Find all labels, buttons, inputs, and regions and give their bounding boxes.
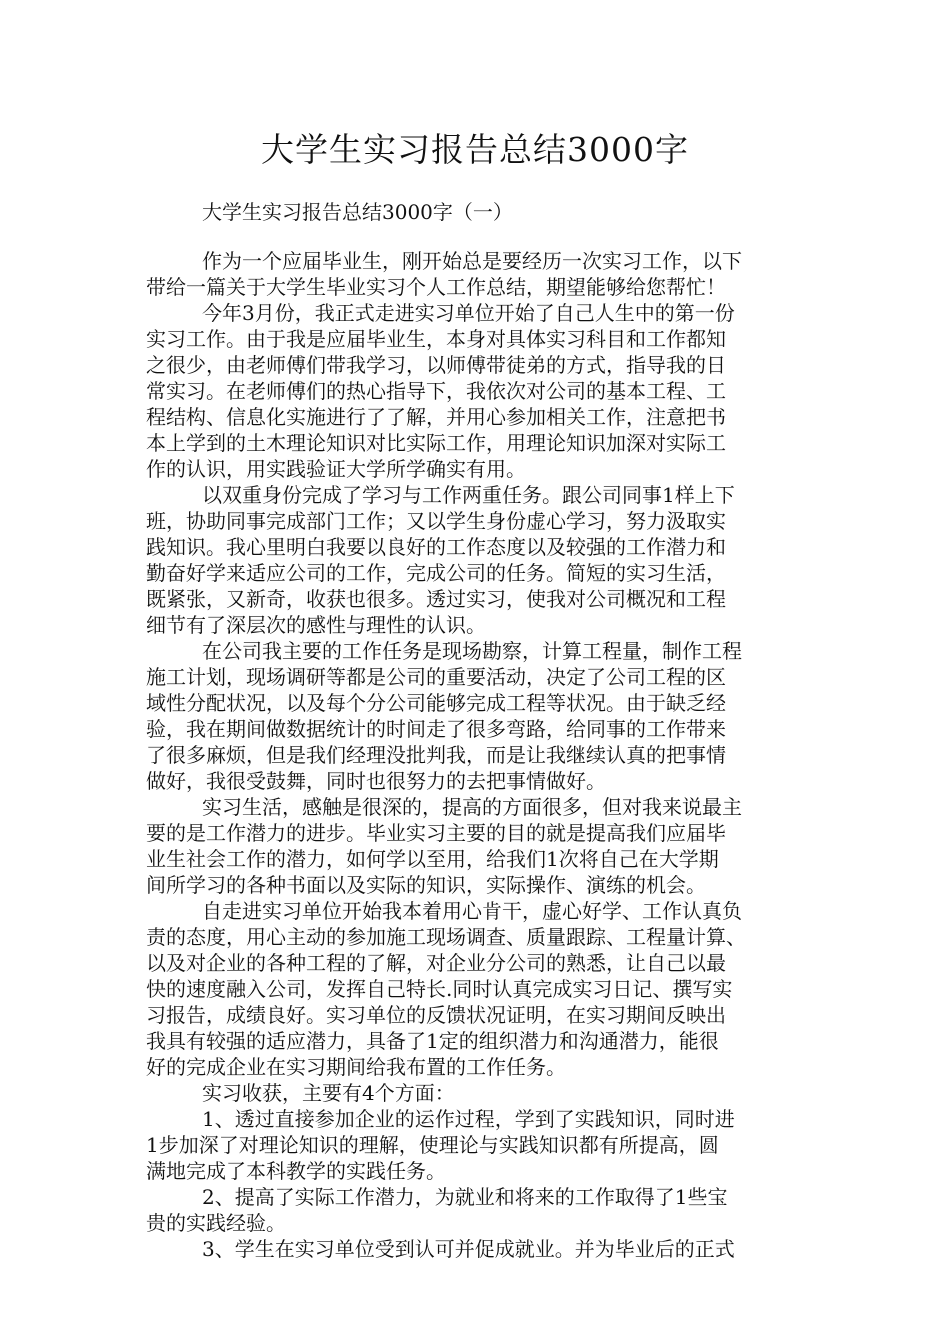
body-line: 实习生活，感触是很深的，提高的方面很多，但对我来说最主 xyxy=(202,795,742,819)
body-line: 施工计划，现场调研等都是公司的重要活动，决定了公司工程的区 xyxy=(146,665,726,689)
body-line: 好的完成企业在实习期间给我布置的工作任务。 xyxy=(146,1055,566,1079)
body-line: 3、学生在实习单位受到认可并促成就业。并为毕业后的正式 xyxy=(202,1237,735,1261)
body-line: 要的是工作潜力的进步。毕业实习主要的目的就是提高我们应届毕 xyxy=(146,821,726,845)
body-line: 带给一篇关于大学生毕业实习个人工作总结，期望能够给您帮忙！ xyxy=(146,275,726,299)
document-title: 大学生实习报告总结3000字 xyxy=(261,130,689,169)
body-line: 以双重身份完成了学习与工作两重任务。跟公司同事1样上下 xyxy=(202,483,735,507)
body-line: 责的态度，用心主动的参加施工现场调查、质量跟踪、工程量计算、 xyxy=(146,925,746,949)
body-line: 作为一个应届毕业生，刚开始总是要经历一次实习工作，以下 xyxy=(202,249,742,273)
body-line: 程结构、信息化实施进行了了解，并用心参加相关工作，注意把书 xyxy=(146,405,726,429)
body-line: 2、提高了实际工作潜力，为就业和将来的工作取得了1些宝 xyxy=(202,1185,728,1209)
body-line: 实习收获，主要有4个方面： xyxy=(202,1081,455,1105)
body-line: 以及对企业的各种工程的了解，对企业分公司的熟悉，让自己以最 xyxy=(146,951,726,975)
body-line: 做好，我很受鼓舞，同时也很努力的去把事情做好。 xyxy=(146,769,606,793)
document-subtitle: 大学生实习报告总结3000字（一） xyxy=(202,200,513,224)
document-body xyxy=(146,248,816,1262)
body-line: 了很多麻烦，但是我们经理没批判我，而是让我继续认真的把事情 xyxy=(146,743,726,767)
body-line: 之很少，由老师傅们带我学习，以师傅带徒弟的方式，指导我的日 xyxy=(146,353,726,377)
body-line: 在公司我主要的工作任务是现场勘察，计算工程量，制作工程 xyxy=(202,639,742,663)
body-line: 细节有了深层次的感性与理性的认识。 xyxy=(146,613,486,637)
body-line: 习报告，成绩良好。实习单位的反馈状况证明，在实习期间反映出 xyxy=(146,1003,726,1027)
body-line: 我具有较强的适应潜力，具备了1定的组织潜力和沟通潜力，能很 xyxy=(146,1029,719,1053)
body-line: 快的速度融入公司，发挥自己特长.同时认真完成实习日记、撰写实 xyxy=(146,977,733,1001)
body-line: 满地完成了本科教学的实践任务。 xyxy=(146,1159,446,1183)
body-line: 业生社会工作的潜力，如何学以至用，给我们1次将自己在大学期 xyxy=(146,847,719,871)
body-line: 本上学到的土木理论知识对比实际工作，用理论知识加深对实际工 xyxy=(146,431,726,455)
body-line: 班，协助同事完成部门工作；又以学生身份虚心学习，努力汲取实 xyxy=(146,509,726,533)
body-line: 作的认识，用实践验证大学所学确实有用。 xyxy=(146,457,526,481)
body-line: 今年3月份，我正式走进实习单位开始了自己人生中的第一份 xyxy=(202,301,735,325)
body-line: 1步加深了对理论知识的理解，使理论与实践知识都有所提高，圆 xyxy=(146,1133,719,1157)
body-line: 间所学习的各种书面以及实际的知识，实际操作、演练的机会。 xyxy=(146,873,706,897)
body-line: 践知识。我心里明白我要以良好的工作态度以及较强的工作潜力和 xyxy=(146,535,726,559)
body-line: 实习工作。由于我是应届毕业生，本身对具体实习科目和工作都知 xyxy=(146,327,726,351)
body-line: 域性分配状况，以及每个分公司能够完成工程等状况。由于缺乏经 xyxy=(146,691,726,715)
body-line: 勤奋好学来适应公司的工作，完成公司的任务。简短的实习生活， xyxy=(146,561,726,585)
body-line: 验，我在期间做数据统计的时间走了很多弯路，给同事的工作带来 xyxy=(146,717,726,741)
body-line: 自走进实习单位开始我本着用心肯干，虚心好学、工作认真负 xyxy=(202,899,742,923)
body-line: 1、透过直接参加企业的运作过程，学到了实践知识，同时进 xyxy=(202,1107,735,1131)
body-line: 常实习。在老师傅们的热心指导下，我依次对公司的基本工程、工 xyxy=(146,379,726,403)
body-line: 既紧张，又新奇，收获也很多。透过实习，使我对公司概况和工程 xyxy=(146,587,726,611)
body-line: 贵的实践经验。 xyxy=(146,1211,286,1235)
